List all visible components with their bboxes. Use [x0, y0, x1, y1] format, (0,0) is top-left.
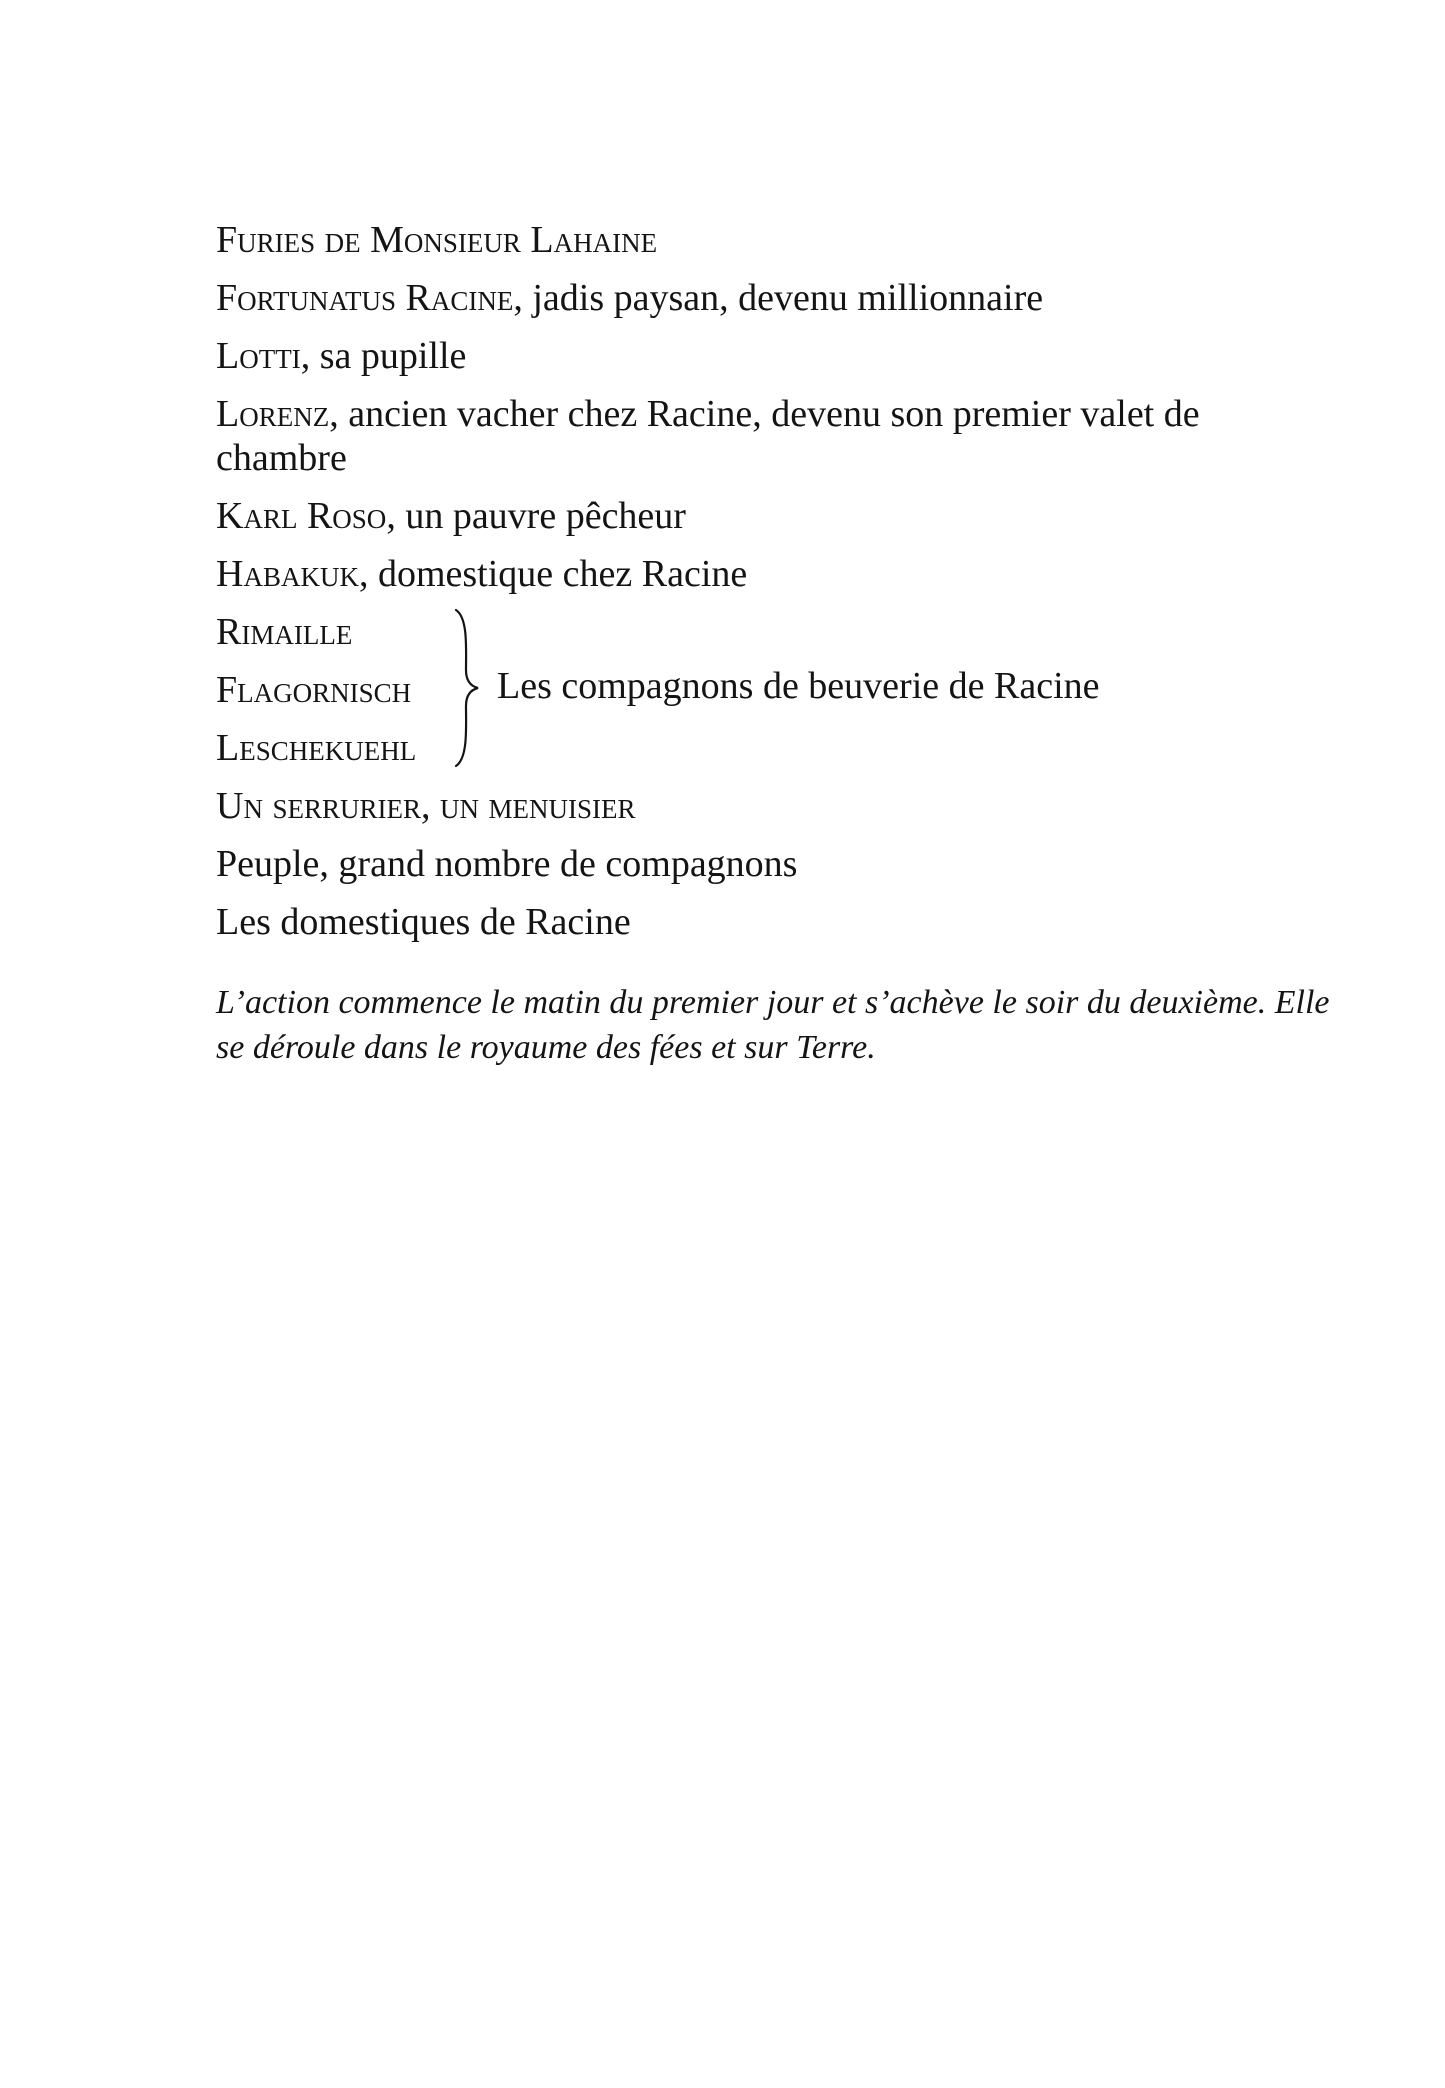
- cast-entry-rimaille: [216, 610, 1326, 654]
- character-name: Furies de Monsieur Lahaine: [216, 219, 658, 261]
- character-description: , jadis paysan, devenu millionnaire: [513, 277, 1044, 319]
- cast-entry-lotti: [216, 334, 1326, 378]
- cast-entry-domestiques: [216, 900, 1326, 944]
- character-name: Fortunatus Racine: [216, 277, 514, 319]
- character-name: Habakuk: [216, 553, 359, 595]
- curly-brace-icon: [452, 608, 482, 768]
- character-description: Les domestiques de Racine: [216, 901, 631, 943]
- cast-entry-karl-roso: [216, 494, 1326, 538]
- cast-entry-artisans: [216, 784, 1326, 828]
- cast-entry-peuple: [216, 842, 1326, 886]
- character-name: Karl Roso: [216, 495, 387, 537]
- cast-entry-furies: [216, 218, 1326, 262]
- cast-entry-leschekuehl: [216, 726, 1326, 770]
- cast-entry-fortunatus: [216, 276, 1326, 320]
- character-name: Leschekuehl: [216, 727, 417, 769]
- character-description: , un pauvre pêcheur: [386, 495, 686, 537]
- character-description: , sa pupille: [300, 335, 467, 377]
- character-name: Lorenz: [216, 393, 330, 435]
- character-description: Peuple, grand nombre de compagnons: [216, 843, 798, 885]
- character-name: Flagornisch: [216, 669, 412, 711]
- character-name: Lotti: [216, 335, 301, 377]
- group-label: Les compagnons de beuverie de Racine: [497, 665, 1100, 707]
- character-name: Un serrurier, un menuisier: [216, 785, 636, 827]
- cast-entry-habakuk: [216, 552, 1326, 596]
- character-name: Rimaille: [216, 611, 353, 653]
- character-description: , domestique chez Racine: [358, 553, 748, 595]
- cast-entry-lorenz: [216, 392, 1326, 480]
- setting-note: L’action commence le matin du premier jour et s’achève le soir du deuxième. Elle se déroule dans le royaume des fées et sur Terre.: [216, 984, 1330, 1066]
- character-description: , ancien vacher chez Racine, devenu son premier valet de chambre: [216, 393, 1200, 479]
